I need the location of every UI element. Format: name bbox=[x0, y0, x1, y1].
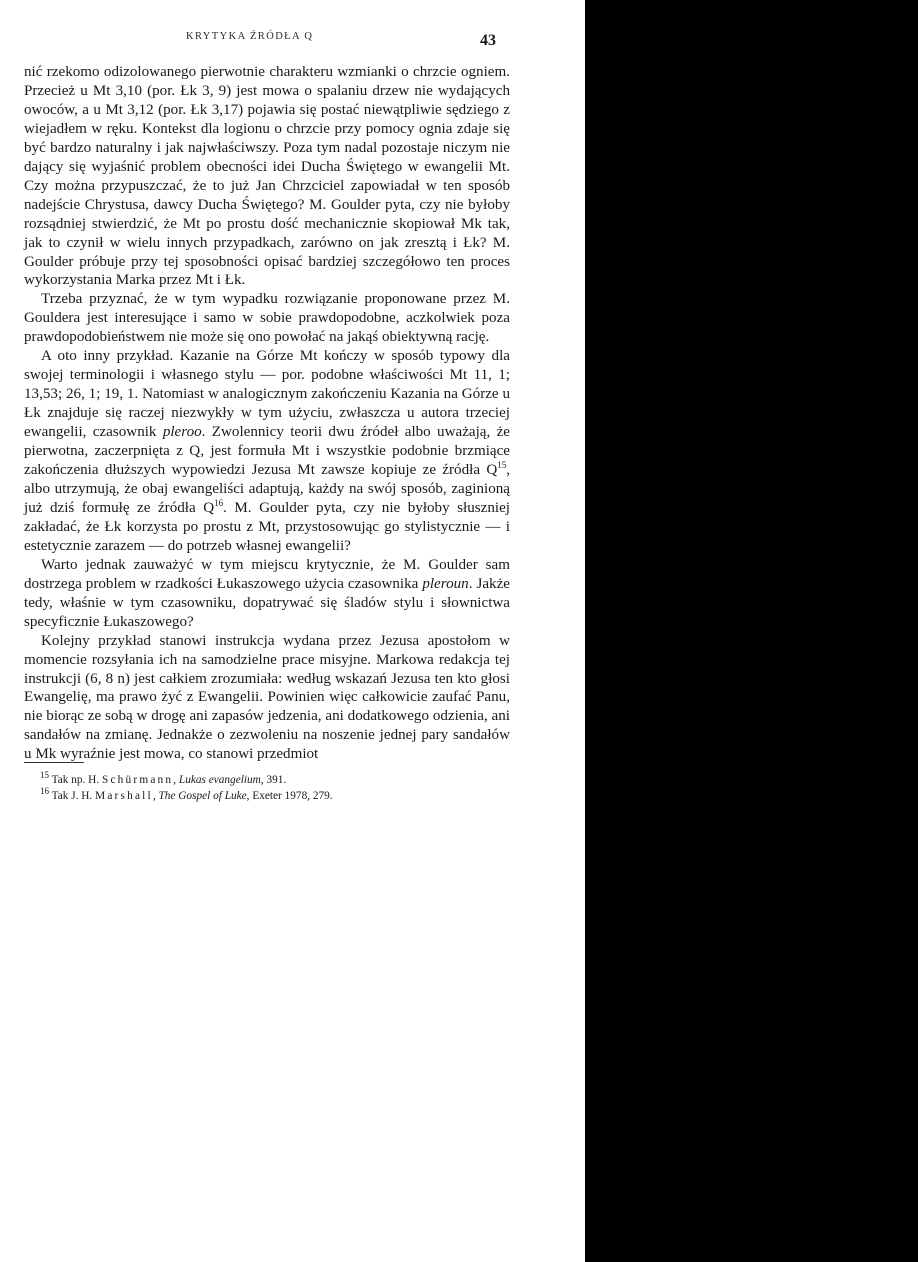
paragraph-4 bbox=[24, 556, 510, 632]
footnote-number: 16 bbox=[40, 786, 49, 797]
paragraph-1 bbox=[24, 63, 510, 290]
footnote-author: Marshall bbox=[95, 790, 153, 802]
paragraph-5-text: Kolejny przykład stanowi instrukcja wydana przez Jezusa apostołom w momencie rozsyłania ich na samodzielne prace misyjne. Markowa redakcja tej instrukcji (6, 8 n) jest całkiem zrozumiała: według wskazań Jezusa ten kto głosi Ewangelię, ma prawo żyć z Ewangelii. Powinien więc całkowicie zaufać Panu, nie biorąc ze sobą w drogę ani zapasów jedzenia, ani dodatkowego odzienia, ani sandałów na zmianę. Jednakże o zezwoleniu na noszenie jednej pary sandałów u Mk wyraźnie jest mowa, co stanowi przedmiot bbox=[24, 632, 510, 763]
page-number: 43 bbox=[480, 32, 496, 49]
paragraph-1-text: nić rzekomo odizolowanego pierwotnie charakteru wzmianki o chrzcie ogniem. Przecież u Mt 3,10 (por. Łk 3, 9) jest mowa o spalaniu drzew nie wydających owoców, a u Mt 3,12 (por. Łk 3,17) pojawia się postać niewątpliwie sędziego z wiejadłem w ręku. Kontekst dla logionu o chrzcie przy pomocy ognia zdaje się być bardzo naturalny i jak najwłaściwszy. Poza tym nadal pozostaje niczym nie dający się wyjaśnić problem obecności idei Ducha Świętego w ewangelii Mt. Czy można przypuszczać, że to już Jan Chrzciciel zapowiadał w ten sposób nadejście Chrystusa, dawcy Ducha Świętego? M. Goulder pyta, czy nie byłoby rozsądniej stwierdzić, że Mt po prostu dość mechanicznie skopiował Mk tak, jak to czynił w wielu innych przypadkach, zarówno on jak zresztą i Łk? M. Goulder próbuje przy tej sposobności opisać bardziej szczegółowo ten proces wykorzystania Marka przez Mt i Łk. bbox=[24, 64, 510, 289]
footnote-book-title: Lukas evangelium bbox=[178, 774, 261, 786]
footnote-divider bbox=[24, 762, 84, 763]
footnotes bbox=[40, 772, 510, 804]
footnote-ref-16[interactable]: 16 bbox=[214, 497, 224, 508]
greek-term-pleroo: pleroo bbox=[162, 424, 202, 441]
scan-dark-margin bbox=[585, 0, 918, 1262]
paragraph-3 bbox=[24, 347, 510, 555]
footnote-page: , Exeter 1978, 279. bbox=[246, 790, 333, 802]
paragraph-2-text: Trzeba przyznać, że w tym wypadku rozwiązanie proponowane przez M. Gouldera jest interesujące i samo w sobie prawdopodobne, aczkolwiek poza prawdopodobieństwem nie może się ono powołać na jakąś obiektywną rację. bbox=[24, 291, 510, 346]
paragraph-3-text-b: . Zwolennicy teorii dwu źródeł albo uważają, że pierwotna, zaczerpnięta z Q, jest formuła Mt i wszystkie podobnie brzmiące zakończenia dłuższych wypowiedzi Jezusa Mt zawsze kopiuje ze źródła Q bbox=[24, 424, 510, 479]
running-head: KRYTYKA ŹRÓDŁA Q bbox=[186, 31, 314, 42]
footnote-15 bbox=[40, 772, 510, 788]
footnote-page: , 391. bbox=[260, 774, 287, 786]
paragraph-3-text-a: A oto inny przykład. Kazanie na Górze Mt kończy w sposób typowy dla swojej terminologii i własnego stylu — por. podobne właściwości Mt 11, 1; 13,53; 26, 1; 19, 1. Natomiast w analogicznym zakończeniu Kazania na Górze u Łk znajduje się raczej niezwykły w tym użyciu, zwłaszcza u autora trzeciej ewangelii, czasownik bbox=[24, 348, 510, 441]
paragraph-4-text-b: . Jakże tedy, właśnie w tym czasowniku, dopatrywać się śladów stylu i słownictwa specyficznie Łukaszowego? bbox=[24, 575, 510, 630]
footnote-separator: , bbox=[152, 790, 159, 802]
greek-term-pleroun: pleroun bbox=[422, 575, 469, 592]
body-text bbox=[24, 63, 510, 764]
paragraph-3-text-d: . M. Goulder pyta, czy nie byłoby słuszniej zakładać, że Łk korzysta po prostu z Mt, przystosowując go stylistycznie — i estetycznie zarazem — do potrzeb własnej ewangelii? bbox=[24, 499, 510, 554]
paragraph-3-text-c: , albo utrzymują, że obaj ewangeliści adaptują, każdy na swój sposób, zaginioną już dziś formułę ze źródła Q bbox=[24, 462, 510, 516]
footnote-author: Schürmann bbox=[101, 774, 174, 786]
paragraph-2 bbox=[24, 290, 510, 347]
paragraph-4-text-a: Warto jednak zauważyć w tym miejscu krytycznie, że M. Goulder sam dostrzega problem w rzadkości Łukaszowego użycia czasownika bbox=[24, 556, 510, 592]
footnote-ref-15[interactable]: 15 bbox=[497, 459, 507, 470]
paragraph-5 bbox=[24, 632, 510, 765]
footnote-book-title: The Gospel of Luke bbox=[158, 790, 247, 802]
footnote-text: Tak J. H. bbox=[51, 790, 96, 802]
footnote-number: 15 bbox=[40, 770, 49, 781]
footnote-separator: , bbox=[173, 774, 179, 786]
footnote-16 bbox=[40, 788, 510, 804]
footnote-text: Tak np. H. bbox=[51, 774, 102, 786]
